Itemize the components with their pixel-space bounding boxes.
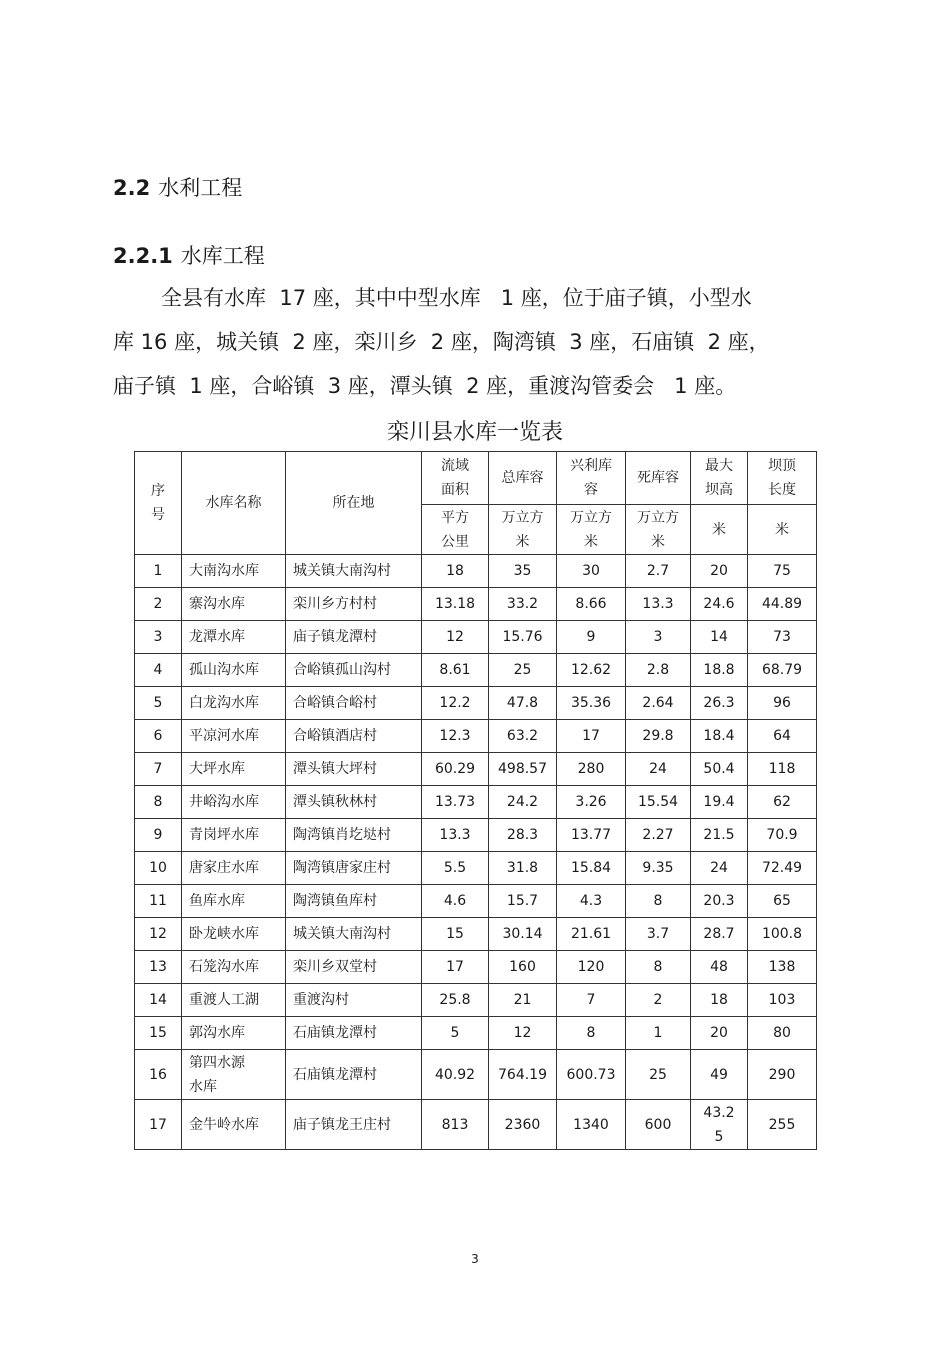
cell-useful-capacity: 15.84	[557, 852, 626, 885]
cell-max-dam-height-text: 48	[710, 959, 728, 975]
unit-crest-length: 米	[748, 505, 817, 555]
cell-crest-length: 80	[748, 1017, 817, 1050]
cell-name	[182, 588, 286, 621]
cell-total-capacity: 12	[489, 1017, 557, 1050]
cell-name-text: 卧龙峡水库	[189, 926, 259, 942]
cell-location: 潭头镇秋林村	[286, 786, 422, 819]
cell-name-text: 大南沟水库	[189, 563, 259, 579]
table-row	[135, 1050, 817, 1100]
unit-text: 万立方	[570, 509, 612, 526]
cell-no: 8	[135, 786, 182, 819]
cell-useful-capacity: 120	[557, 951, 626, 984]
table-row	[135, 819, 817, 852]
table-row	[135, 885, 817, 918]
cell-crest-length: 68.79	[748, 654, 817, 687]
cell-total-capacity: 160	[489, 951, 557, 984]
cell-useful-capacity: 35.36	[557, 687, 626, 720]
table-row	[135, 1100, 817, 1150]
cell-no: 16	[135, 1050, 182, 1100]
cell-total-capacity: 21	[489, 984, 557, 1017]
cell-location: 陶湾镇唐家庄村	[286, 852, 422, 885]
cell-dead-capacity: 2.64	[626, 687, 691, 720]
cell-name-text: 水库	[189, 1078, 217, 1095]
cell-location: 潭头镇大坪村	[286, 753, 422, 786]
cell-useful-capacity: 3.26	[557, 786, 626, 819]
table-row	[135, 1017, 817, 1050]
cell-name	[182, 720, 286, 753]
unit-dead-capacity	[626, 505, 691, 555]
cell-max-dam-height	[691, 984, 748, 1017]
cell-useful-capacity: 30	[557, 555, 626, 588]
cell-total-capacity: 764.19	[489, 1050, 557, 1100]
cell-location: 石庙镇龙潭村	[286, 1017, 422, 1050]
header-text: 坝高	[705, 482, 733, 498]
table-header-row	[135, 452, 817, 505]
cell-area: 25.8	[422, 984, 489, 1017]
cell-max-dam-height	[691, 1017, 748, 1050]
unit-text: 米	[515, 533, 530, 550]
cell-dead-capacity: 600	[626, 1100, 691, 1150]
table-row	[135, 753, 817, 786]
cell-name	[182, 984, 286, 1017]
cell-name-text: 平凉河水库	[189, 728, 259, 744]
cell-crest-length: 290	[748, 1050, 817, 1100]
header-total-capacity: 总库容	[489, 452, 557, 505]
cell-max-dam-height	[691, 621, 748, 654]
cell-useful-capacity: 8	[557, 1017, 626, 1050]
reservoir-table	[134, 451, 817, 1150]
cell-location: 合峪镇孤山沟村	[286, 654, 422, 687]
cell-crest-length: 96	[748, 687, 817, 720]
reservoir-summary-paragraph	[113, 283, 833, 415]
header-name: 水库名称	[182, 452, 286, 555]
cell-max-dam-height	[691, 654, 748, 687]
cell-max-dam-height-text: 43.2	[703, 1104, 735, 1121]
cell-dead-capacity: 25	[626, 1050, 691, 1100]
cell-name	[182, 885, 286, 918]
cell-name	[182, 1017, 286, 1050]
cell-useful-capacity: 7	[557, 984, 626, 1017]
unit-text: 万立方	[501, 509, 544, 526]
cell-dead-capacity: 2	[626, 984, 691, 1017]
header-no	[135, 452, 182, 555]
cell-dead-capacity: 8	[626, 951, 691, 984]
cell-name-text: 郭沟水库	[189, 1025, 245, 1041]
cell-no: 12	[135, 918, 182, 951]
cell-max-dam-height	[691, 819, 748, 852]
cell-area: 15	[422, 918, 489, 951]
cell-location: 庙子镇龙潭村	[286, 621, 422, 654]
cell-useful-capacity: 600.73	[557, 1050, 626, 1100]
unit-area	[422, 505, 489, 555]
cell-crest-length: 103	[748, 984, 817, 1017]
table-row	[135, 786, 817, 819]
cell-max-dam-height	[691, 1100, 748, 1150]
cell-max-dam-height-text: 19.4	[703, 794, 735, 810]
cell-max-dam-height-text: 24	[710, 860, 728, 876]
cell-max-dam-height-text: 20	[710, 1025, 728, 1041]
cell-max-dam-height	[691, 951, 748, 984]
cell-max-dam-height-text: 21.5	[703, 827, 735, 843]
header-text: 兴利库	[570, 458, 612, 474]
cell-crest-length: 64	[748, 720, 817, 753]
cell-max-dam-height-text: 26.3	[703, 695, 735, 711]
table-row	[135, 984, 817, 1017]
cell-crest-length: 70.9	[748, 819, 817, 852]
cell-useful-capacity: 9	[557, 621, 626, 654]
cell-total-capacity: 63.2	[489, 720, 557, 753]
header-text: 坝顶	[768, 458, 796, 474]
cell-max-dam-height-text: 50.4	[703, 761, 735, 777]
cell-max-dam-height-text: 28.7	[703, 926, 735, 942]
heading-title: 水利工程	[158, 176, 243, 200]
cell-dead-capacity: 8	[626, 885, 691, 918]
unit-text: 平方	[441, 509, 469, 526]
cell-useful-capacity: 12.62	[557, 654, 626, 687]
cell-no: 6	[135, 720, 182, 753]
cell-useful-capacity: 1340	[557, 1100, 626, 1150]
cell-max-dam-height-text: 14	[710, 629, 728, 645]
cell-name	[182, 1100, 286, 1150]
cell-max-dam-height-text: 20	[710, 563, 728, 579]
cell-area: 17	[422, 951, 489, 984]
header-text: 序	[151, 483, 165, 499]
cell-no: 15	[135, 1017, 182, 1050]
cell-max-dam-height	[691, 720, 748, 753]
table-row	[135, 852, 817, 885]
cell-crest-length: 75	[748, 555, 817, 588]
table-row	[135, 588, 817, 621]
cell-dead-capacity: 2.8	[626, 654, 691, 687]
cell-dead-capacity: 2.7	[626, 555, 691, 588]
header-text: 最大	[705, 458, 733, 474]
cell-max-dam-height-text: 18.8	[703, 662, 735, 678]
cell-max-dam-height-text: 18.4	[703, 728, 735, 744]
cell-name-text: 石笼沟水库	[189, 959, 259, 975]
cell-name-text: 大坪水库	[189, 761, 245, 777]
cell-dead-capacity: 1	[626, 1017, 691, 1050]
cell-name-text: 白龙沟水库	[189, 695, 259, 711]
cell-name-text: 金牛岭水库	[189, 1116, 259, 1133]
heading-title: 水库工程	[180, 244, 265, 268]
cell-useful-capacity: 280	[557, 753, 626, 786]
cell-total-capacity: 498.57	[489, 753, 557, 786]
cell-total-capacity: 24.2	[489, 786, 557, 819]
cell-no: 4	[135, 654, 182, 687]
cell-useful-capacity: 13.77	[557, 819, 626, 852]
cell-no: 17	[135, 1100, 182, 1150]
header-useful-capacity	[557, 452, 626, 505]
cell-location: 庙子镇龙王庄村	[286, 1100, 422, 1150]
cell-max-dam-height	[691, 918, 748, 951]
cell-crest-length: 62	[748, 786, 817, 819]
cell-useful-capacity: 17	[557, 720, 626, 753]
cell-name	[182, 1050, 286, 1100]
paragraph-line: 库 16 座，城关镇 2 座，栾川乡 2 座，陶湾镇 3 座，石庙镇 2 座，	[113, 330, 770, 354]
cell-max-dam-height-text: 49	[710, 1066, 728, 1083]
paragraph-line: 庙子镇 1 座，合峪镇 3 座，潭头镇 2 座，重渡沟管委会 1 座。	[113, 374, 737, 398]
cell-area: 5.5	[422, 852, 489, 885]
table-row	[135, 687, 817, 720]
cell-no: 9	[135, 819, 182, 852]
cell-location: 栾川乡双堂村	[286, 951, 422, 984]
cell-no: 10	[135, 852, 182, 885]
cell-crest-length: 118	[748, 753, 817, 786]
cell-max-dam-height	[691, 786, 748, 819]
cell-location: 重渡沟村	[286, 984, 422, 1017]
cell-crest-length: 138	[748, 951, 817, 984]
cell-name	[182, 918, 286, 951]
header-area	[422, 452, 489, 505]
cell-name-text: 鱼库水库	[189, 893, 245, 909]
cell-max-dam-height	[691, 753, 748, 786]
table-row	[135, 621, 817, 654]
cell-max-dam-height-text: 18	[710, 992, 728, 1008]
cell-name	[182, 951, 286, 984]
cell-crest-length: 255	[748, 1100, 817, 1150]
cell-crest-length: 100.8	[748, 918, 817, 951]
unit-text: 公里	[441, 533, 469, 550]
header-crest-length	[748, 452, 817, 505]
header-text: 流域	[441, 458, 469, 474]
cell-total-capacity: 35	[489, 555, 557, 588]
cell-name-text: 第四水源	[189, 1054, 245, 1071]
cell-name-text: 唐家庄水库	[189, 860, 259, 876]
cell-useful-capacity: 4.3	[557, 885, 626, 918]
cell-max-dam-height	[691, 555, 748, 588]
header-text: 面积	[441, 482, 469, 498]
header-text: 号	[151, 507, 165, 523]
cell-name-text: 重渡人工湖	[189, 992, 259, 1008]
cell-dead-capacity: 13.3	[626, 588, 691, 621]
table-row	[135, 555, 817, 588]
cell-total-capacity: 28.3	[489, 819, 557, 852]
reservoir-table-body	[135, 452, 817, 1150]
cell-max-dam-height-text: 20.3	[703, 893, 735, 909]
cell-max-dam-height	[691, 1050, 748, 1100]
cell-no: 7	[135, 753, 182, 786]
table-row	[135, 951, 817, 984]
table-row	[135, 918, 817, 951]
cell-location: 石庙镇龙潭村	[286, 1050, 422, 1100]
cell-area: 4.6	[422, 885, 489, 918]
cell-max-dam-height-text: 5	[714, 1128, 724, 1145]
cell-area: 13.3	[422, 819, 489, 852]
cell-name-text: 孤山沟水库	[189, 662, 259, 678]
cell-name	[182, 819, 286, 852]
cell-total-capacity: 30.14	[489, 918, 557, 951]
cell-area: 13.73	[422, 786, 489, 819]
table-row	[135, 654, 817, 687]
cell-useful-capacity: 21.61	[557, 918, 626, 951]
cell-dead-capacity: 24	[626, 753, 691, 786]
cell-area: 12.3	[422, 720, 489, 753]
cell-max-dam-height	[691, 588, 748, 621]
cell-no: 13	[135, 951, 182, 984]
cell-total-capacity: 33.2	[489, 588, 557, 621]
unit-total-capacity	[489, 505, 557, 555]
cell-area: 40.92	[422, 1050, 489, 1100]
cell-name-text: 青岗坪水库	[189, 827, 259, 843]
cell-area: 8.61	[422, 654, 489, 687]
unit-text: 米	[584, 533, 598, 550]
cell-dead-capacity: 2.27	[626, 819, 691, 852]
cell-no: 2	[135, 588, 182, 621]
cell-total-capacity: 15.7	[489, 885, 557, 918]
heading-number: 2.2.1	[113, 244, 173, 268]
cell-no: 1	[135, 555, 182, 588]
cell-location: 合峪镇酒店村	[286, 720, 422, 753]
unit-text: 米	[651, 533, 665, 550]
header-max-dam-height	[691, 452, 748, 505]
cell-name	[182, 786, 286, 819]
cell-name	[182, 654, 286, 687]
cell-name	[182, 753, 286, 786]
cell-dead-capacity: 3	[626, 621, 691, 654]
cell-dead-capacity: 15.54	[626, 786, 691, 819]
cell-area: 813	[422, 1100, 489, 1150]
cell-name-text: 井峪沟水库	[189, 794, 259, 810]
header-dead-capacity: 死库容	[626, 452, 691, 505]
table-row	[135, 720, 817, 753]
cell-total-capacity: 25	[489, 654, 557, 687]
unit-text: 万立方	[637, 509, 679, 526]
cell-dead-capacity: 29.8	[626, 720, 691, 753]
cell-total-capacity: 47.8	[489, 687, 557, 720]
cell-area: 18	[422, 555, 489, 588]
table-title: 栾川县水库一览表	[386, 420, 563, 445]
cell-no: 5	[135, 687, 182, 720]
cell-crest-length: 44.89	[748, 588, 817, 621]
unit-useful-capacity	[557, 505, 626, 555]
cell-total-capacity: 15.76	[489, 621, 557, 654]
cell-crest-length: 72.49	[748, 852, 817, 885]
cell-useful-capacity: 8.66	[557, 588, 626, 621]
cell-crest-length: 65	[748, 885, 817, 918]
header-location: 所在地	[286, 452, 422, 555]
cell-no: 3	[135, 621, 182, 654]
cell-location: 合峪镇合峪村	[286, 687, 422, 720]
cell-name	[182, 687, 286, 720]
cell-name	[182, 555, 286, 588]
cell-area: 12.2	[422, 687, 489, 720]
cell-total-capacity: 31.8	[489, 852, 557, 885]
cell-location: 陶湾镇鱼库村	[286, 885, 422, 918]
cell-location: 栾川乡方村村	[286, 588, 422, 621]
cell-area: 60.29	[422, 753, 489, 786]
cell-dead-capacity: 3.7	[626, 918, 691, 951]
cell-crest-length: 73	[748, 621, 817, 654]
page-number: 3	[471, 1252, 479, 1266]
cell-name-text: 龙潭水库	[189, 629, 245, 645]
cell-no: 14	[135, 984, 182, 1017]
unit-max-dam-height: 米	[691, 505, 748, 555]
cell-dead-capacity: 9.35	[626, 852, 691, 885]
cell-total-capacity: 2360	[489, 1100, 557, 1150]
paragraph-line: 全县有水库 17 座，其中中型水库 1 座，位于庙子镇，小型水	[161, 286, 752, 310]
header-text: 容	[584, 482, 598, 498]
heading-number: 2.2	[113, 176, 151, 200]
cell-name-text: 寨沟水库	[189, 596, 245, 612]
cell-name	[182, 621, 286, 654]
cell-max-dam-height-text: 24.6	[703, 596, 735, 612]
cell-location: 城关镇大南沟村	[286, 918, 422, 951]
cell-area: 13.18	[422, 588, 489, 621]
section-heading-2-2-1	[113, 240, 265, 270]
cell-name	[182, 852, 286, 885]
cell-max-dam-height	[691, 852, 748, 885]
cell-location: 陶湾镇肖圪垯村	[286, 819, 422, 852]
section-heading-2-2	[113, 172, 242, 202]
cell-area: 5	[422, 1017, 489, 1050]
cell-max-dam-height	[691, 687, 748, 720]
header-text: 长度	[768, 482, 796, 498]
cell-location: 城关镇大南沟村	[286, 555, 422, 588]
cell-area: 12	[422, 621, 489, 654]
cell-max-dam-height	[691, 885, 748, 918]
cell-no: 11	[135, 885, 182, 918]
